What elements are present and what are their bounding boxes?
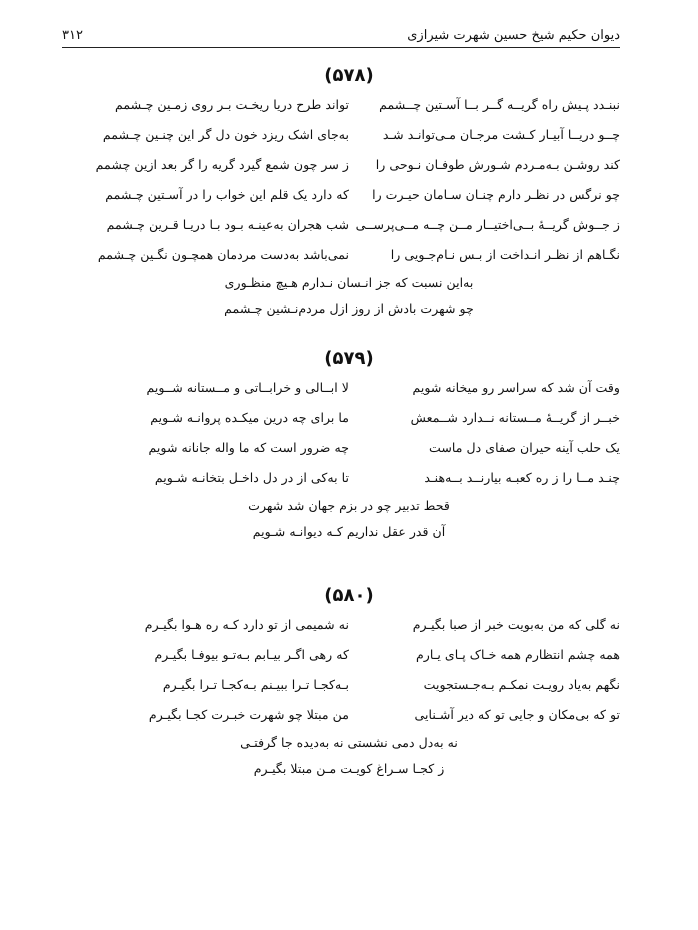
first-hemistich: نگـاهم از نظـر انـداخت از بـس نـام‌جـویی را (390, 247, 620, 262)
poem-number: (۵۸۰) (324, 585, 374, 606)
closing-hemistich-2: ز کجـا سـراغ کویـت مـن مبتلا بگیـرم (253, 761, 445, 776)
first-hemistich: چو نرگس در نظـر دارم چنـان سـامان حیـرت را (372, 187, 620, 202)
closing-hemistich-2: آن قدر عقل نداریم کـه دیوانـه شـویم (252, 524, 446, 539)
first-hemistich: چنـد مــا را ز ره کعبـه بیارنــد بــه‌هنـد (424, 470, 620, 485)
couplet (0, 670, 698, 700)
page-number: ۳۱۲ (62, 27, 83, 43)
second-hemistich: به‌جای اشک ریزد خون دل گر این چنـین چـشمم (102, 127, 349, 142)
second-hemistich: تا به‌کی از در دل داخـل بتخانـه شـویم (154, 470, 349, 485)
closing-hemistich-1: به‌این نسبت که جز انـسان نـدارم هـیچ منظـوری (224, 275, 474, 290)
header-rule (62, 47, 620, 48)
first-hemistich: همه چشم انتظارم همه خـاک پـای یـارم (415, 647, 620, 662)
first-hemistich: نگهم به‌یاد رویـت نمکـم بـه‌جـستجویت (423, 677, 620, 692)
first-hemistich: کند روشـن بـه‌مـردم شـورش طوفـان نـوحی را (375, 157, 620, 172)
second-hemistich: نه شمیمی از تو دارد کـه ره هـوا بگیـرم (144, 617, 349, 632)
couplet (0, 120, 698, 150)
poem-580 (0, 582, 698, 782)
poem-579 (0, 345, 698, 545)
first-hemistich: ز جــوش گریــهٔ بــی‌اختیــار مــن چــه مــی‌پرســی (355, 217, 620, 232)
couplet (0, 180, 698, 210)
second-hemistich: ما برای چه درین میکـده پروانـه شـویم (150, 410, 349, 425)
couplet (0, 433, 698, 463)
closing-hemistich-1: قحط تدبیر چو در بزم جهان شد شهرت (248, 498, 450, 513)
second-hemistich: بـه‌کجـا تـرا ببیـنم بـه‌کجـا تـرا بگیـرم (162, 677, 349, 692)
poem-number: (۵۷۹) (324, 348, 374, 369)
closing-hemistich-1: نه به‌دل دمی نشستی نه به‌دیده جا گرفتـی (240, 735, 458, 750)
second-hemistich: که دارد یک قلم این خواب را در آسـتین چـشمم (105, 187, 349, 202)
first-hemistich: نه گلی که من به‌بویت خبر از صبا بگیـرم (412, 617, 620, 632)
couplet (0, 373, 698, 403)
first-hemistich: چــو دریــا آبیـار کـشت مرجـان مـی‌توانـد شـد (382, 127, 620, 142)
first-hemistich: نبنـدد پـیش راه گریــه گــر بــا آسـتین چــشمم (379, 97, 620, 112)
second-hemistich: ز سر چون شمع گیرد گریه را گر بعد ازین چشمم (95, 157, 349, 172)
second-hemistich: که رهی اگـر بیـابم بـه‌تـو بیوفـا بگیـرم (154, 647, 349, 662)
second-hemistich: لا ابــالی و خرابــاتی و مــستانه شــویم (146, 380, 349, 395)
second-hemistich: تواند طرح دریا ریخـت بـر روی زمـین چـشمم (115, 97, 349, 112)
first-hemistich: یک حلب آینه حیران صفای دل ماست (429, 440, 620, 455)
poem-578 (0, 62, 698, 322)
first-hemistich: خبــر از گریــهٔ مــستانه نــدارد شــمعش (410, 410, 620, 425)
second-hemistich: چه ضرور است که ما واله جانانه شویم (148, 440, 349, 455)
poem-number: (۵۷۸) (324, 65, 374, 86)
couplet (0, 240, 698, 270)
couplet (0, 700, 698, 730)
closing-hemistich-2: چو شهرت بادش از روز ازل مردم‌نـشین چـشمم (224, 301, 474, 316)
second-hemistich: من مبتلا چو شهرت خبـرت کجـا بگیـرم (148, 707, 349, 722)
couplet (0, 210, 698, 240)
couplet (0, 90, 698, 120)
first-hemistich: وقت آن شد که سراسر رو میخانه شویم (412, 380, 620, 395)
running-header (62, 26, 620, 44)
couplet (0, 640, 698, 670)
first-hemistich: تو که بی‌مکان و جایی تو که دیر آشـنایی (414, 707, 620, 722)
second-hemistich: نمی‌باشد به‌دست مردمان همچـون نگـین چـشمم (97, 247, 349, 262)
couplet (0, 463, 698, 493)
couplet (0, 150, 698, 180)
couplet (0, 403, 698, 433)
book-title: دیوان حکیم شیخ حسین شهرت شیرازی (407, 27, 620, 43)
couplet (0, 610, 698, 640)
second-hemistich: شب هجران به‌عینـه بـود بـا دریـا قـرین چـشمم (106, 217, 349, 232)
